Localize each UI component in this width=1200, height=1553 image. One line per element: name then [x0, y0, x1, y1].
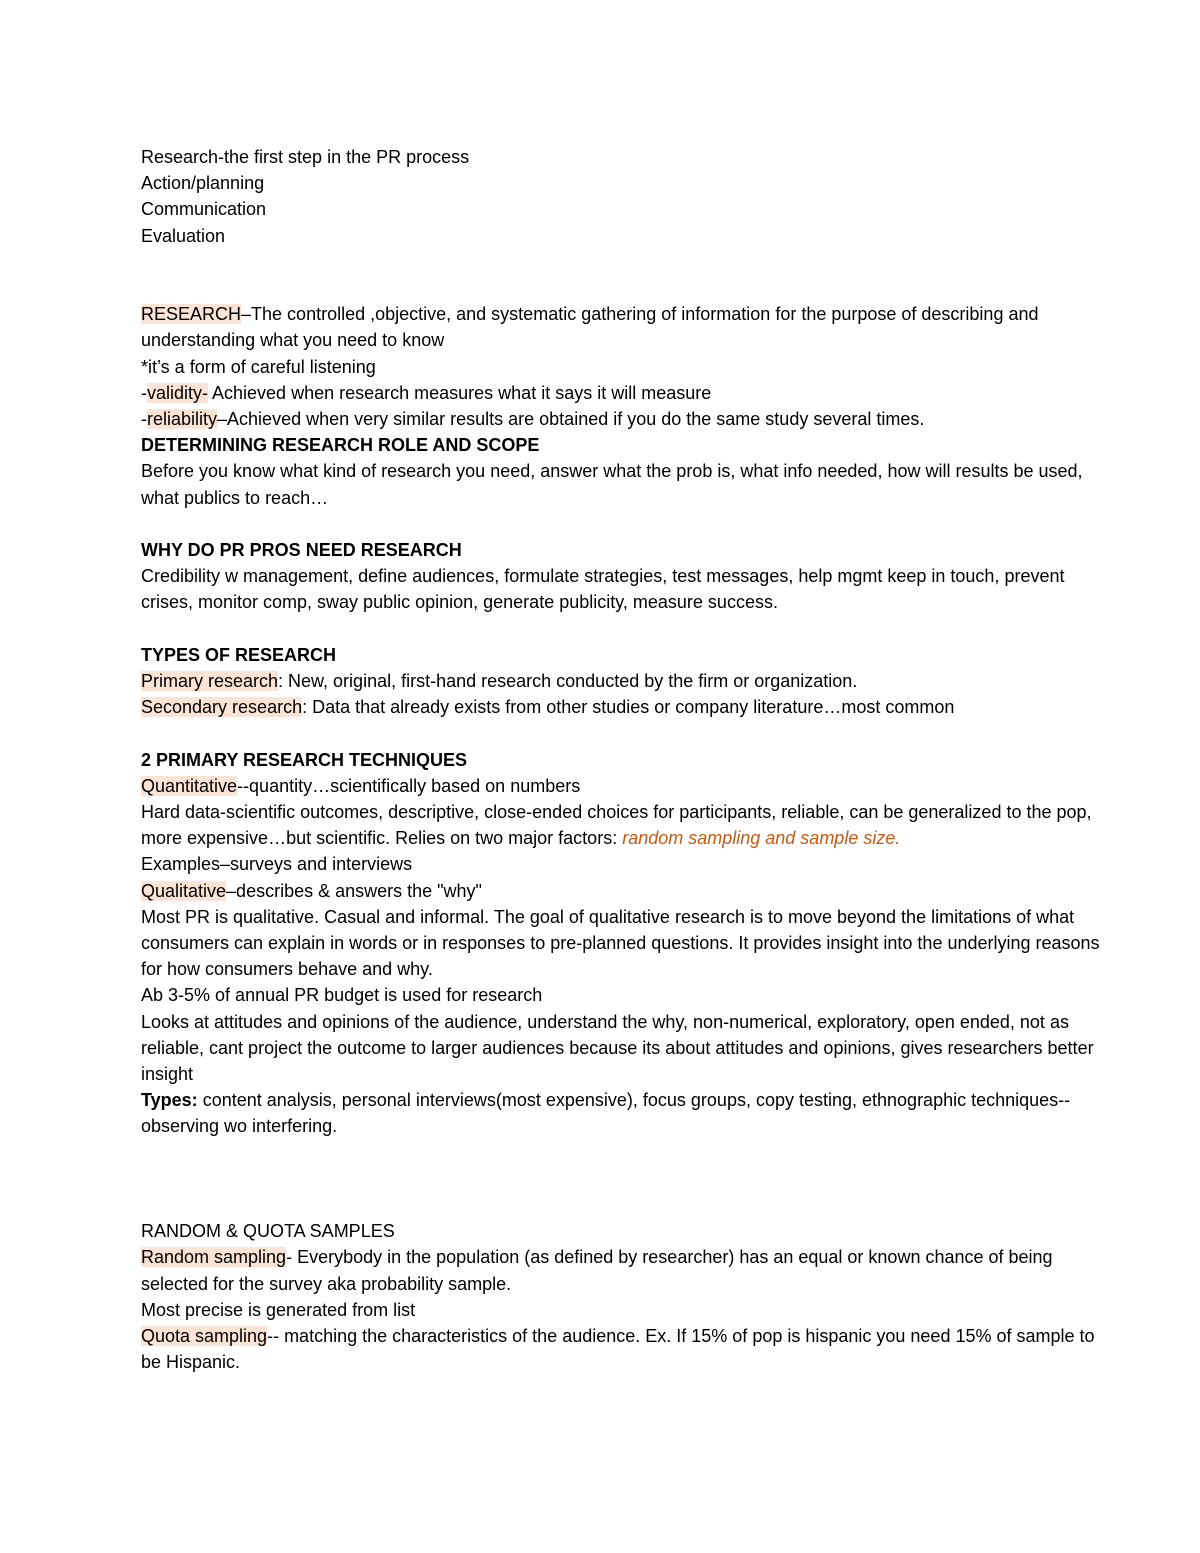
- intro-line-evaluation: Evaluation: [141, 225, 226, 246]
- validity-def: Achieved when research measures what it says it will measure: [208, 382, 712, 403]
- reliability-prefix: -: [141, 409, 147, 430]
- quantitative-term: Quantitative: [141, 775, 238, 796]
- validity-term: validity-: [147, 382, 209, 403]
- random-sampling-paragraph: [141, 1244, 1100, 1296]
- factors-text: random sampling and sample size.: [622, 828, 901, 849]
- random-sampling-term: Random sampling: [141, 1247, 287, 1268]
- budget-line: Ab 3-5% of annual PR budget is used for research: [141, 985, 543, 1006]
- primary-research-term: Primary research: [141, 671, 279, 692]
- careful-listening: *it’s a form of careful listening: [141, 356, 376, 377]
- role-text: Before you know what kind of research you need, answer what the prob is, what info needed, how will results be used, what publics to reach…: [141, 461, 1083, 508]
- types-text: content analysis, personal interviews(most expensive), focus groups, copy testing, ethnographic techniques--observing wo interfering.: [141, 1090, 1071, 1137]
- quantitative-line: [141, 773, 1100, 799]
- secondary-research-def: : Data that already exists from other studies or company literature…most common: [302, 697, 955, 718]
- quota-sampling-paragraph: [141, 1323, 1100, 1375]
- intro-line-communication: Communication: [141, 199, 267, 220]
- precise-line: Most precise is generated from list: [141, 1299, 416, 1320]
- research-def: –The controlled ,objective, and systematic gathering of information for the purpose of describing and understanding what you need to know: [141, 304, 1039, 351]
- research-term: RESEARCH: [141, 304, 242, 325]
- intro-line-research: Research-the first step in the PR process: [141, 147, 470, 167]
- reliability-term: reliability: [147, 409, 218, 430]
- primary-research-line: [141, 668, 1100, 694]
- types-paragraph: [141, 1087, 1100, 1139]
- qualitative-line: [141, 878, 1100, 904]
- validity-prefix: -: [141, 382, 147, 403]
- quota-sampling-term: Quota sampling: [141, 1326, 268, 1347]
- qualitative-term: Qualitative: [141, 880, 227, 901]
- primary-research-def: : New, original, first-hand research conducted by the firm or organization.: [278, 671, 858, 692]
- quota-sampling-def: -- matching the characteristics of the audience. Ex. If 15% of pop is hispanic you need 15% of sample to be Hispanic.: [141, 1326, 1095, 1373]
- intro-line-action: Action/planning: [141, 173, 265, 194]
- research-definition: [141, 301, 1100, 353]
- role-heading: DETERMINING RESEARCH ROLE AND SCOPE: [141, 435, 540, 456]
- hard-data-text: Hard data-scientific outcomes, descriptive, close-ended choices for participants, reliable, can be generalized to the pop, more expensive…but scientific. Relies on two major factors:: [141, 802, 1092, 849]
- hard-data-paragraph: [141, 799, 1100, 851]
- most-pr-paragraph: Most PR is qualitative. Casual and informal. The goal of qualitative research is to move beyond the limitations of what consumers can explain in words or in responses to pre-planned questions. It provides insight into the underlying reasons for how consumers behave and why.: [141, 906, 1100, 980]
- why-text: Credibility w management, define audiences, formulate strategies, test messages, help mgmt keep in touch, prevent crises, monitor comp, sway public opinion, generate publicity, measure success.: [141, 566, 1065, 613]
- random-sampling-def: - Everybody in the population (as defined by researcher) has an equal or known chance of being selected for the survey aka probability sample.: [141, 1247, 1053, 1294]
- reliability-def: –Achieved when very similar results are obtained if you do the same study several times.: [217, 409, 925, 430]
- examples-line: Examples–surveys and interviews: [141, 854, 413, 875]
- reliability-line: [141, 406, 1100, 432]
- looks-at-paragraph: Looks at attitudes and opinions of the audience, understand the why, non-numerical, exploratory, open ended, not as reliable, cant project the outcome to larger audiences because its about attitudes and opinions, gives researchers better insight: [141, 1011, 1094, 1085]
- validity-line: [141, 380, 1100, 406]
- secondary-research-line: [141, 694, 1100, 720]
- types-label: Types:: [141, 1090, 198, 1111]
- secondary-research-term: Secondary research: [141, 697, 303, 718]
- techniques-heading: 2 PRIMARY RESEARCH TECHNIQUES: [141, 749, 468, 770]
- qualitative-def: –describes & answers the "why": [226, 880, 482, 901]
- quantitative-def: --quantity…scientifically based on numbers: [237, 775, 581, 796]
- why-heading: WHY DO PR PROS NEED RESEARCH: [141, 540, 462, 561]
- types-heading: TYPES OF RESEARCH: [141, 644, 337, 665]
- samples-heading: RANDOM & QUOTA SAMPLES: [141, 1221, 395, 1242]
